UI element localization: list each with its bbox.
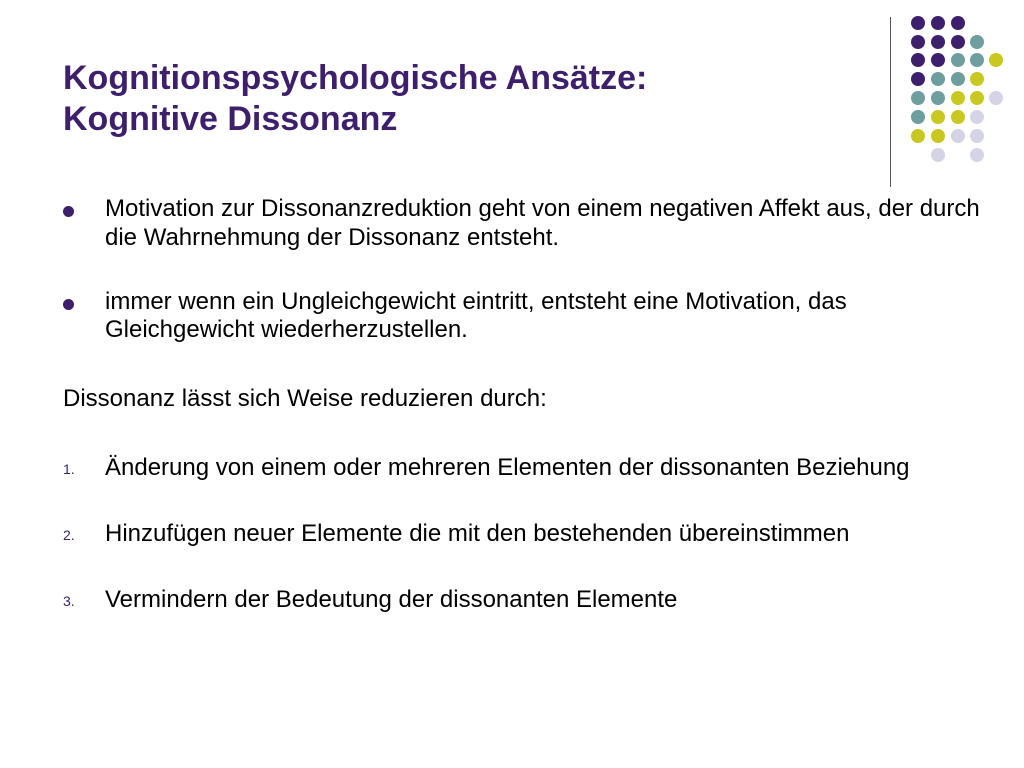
slide-body: [63, 195, 983, 614]
dot: [970, 35, 984, 49]
dot: [989, 53, 1003, 67]
dot: [931, 16, 945, 30]
dot: [911, 72, 925, 86]
dot: [911, 91, 925, 105]
bullet-text: immer wenn ein Ungleichgewicht eintritt, entsteht eine Motivation, das Gleichgewicht wiederherzustellen.: [105, 287, 847, 344]
numbered-item: [63, 586, 983, 615]
dot: [911, 35, 925, 49]
title-line-2: Kognitive Dissonanz: [63, 99, 398, 138]
dot: [951, 129, 965, 143]
dot: [951, 110, 965, 124]
dot: [970, 53, 984, 67]
item-number: 1.: [63, 460, 75, 477]
item-text: Hinzufügen neuer Elemente die mit den bestehenden übereinstimmen: [105, 519, 850, 547]
bullet-dot-icon: [63, 299, 74, 310]
title-line-1: Kognitionspsychologische Ansätze:: [63, 59, 648, 97]
dot: [970, 148, 984, 162]
dot: [931, 91, 945, 105]
decorative-dot-grid: [0, 0, 1024, 200]
dot: [931, 53, 945, 67]
item-number: 2.: [63, 526, 75, 543]
dot: [951, 53, 965, 67]
dot: [911, 129, 925, 143]
item-text: Vermindern der Bedeutung der dissonanten Elemente: [105, 585, 678, 613]
bullet-dot-icon: [63, 206, 74, 217]
intro-text: Dissonanz lässt sich Weise reduzieren durch:: [63, 385, 547, 413]
dot: [970, 129, 984, 143]
dot: [970, 110, 984, 124]
bullet-item: [63, 288, 983, 346]
dot: [989, 91, 1003, 105]
dot: [911, 110, 925, 124]
dot: [970, 72, 984, 86]
bullet-text: Motivation zur Dissonanzreduktion geht von einem negativen Affekt aus, der durch die Wahrnehmung der Dissonanz entsteht.: [105, 195, 980, 251]
dot: [911, 16, 925, 30]
dot: [951, 91, 965, 105]
dot: [951, 16, 965, 30]
dot: [970, 91, 984, 105]
dot: [931, 35, 945, 49]
item-number: 3.: [63, 592, 75, 609]
dot: [931, 129, 945, 143]
dot: [931, 72, 945, 86]
numbered-item: [63, 520, 983, 549]
dot: [911, 53, 925, 67]
dot: [931, 110, 945, 124]
item-text: Änderung von einem oder mehreren Elementen der dissonanten Beziehung: [105, 453, 910, 481]
dot: [951, 72, 965, 86]
bullet-item: [63, 195, 983, 253]
numbered-item: [63, 454, 983, 483]
dot: [931, 148, 945, 162]
dot: [951, 35, 965, 49]
